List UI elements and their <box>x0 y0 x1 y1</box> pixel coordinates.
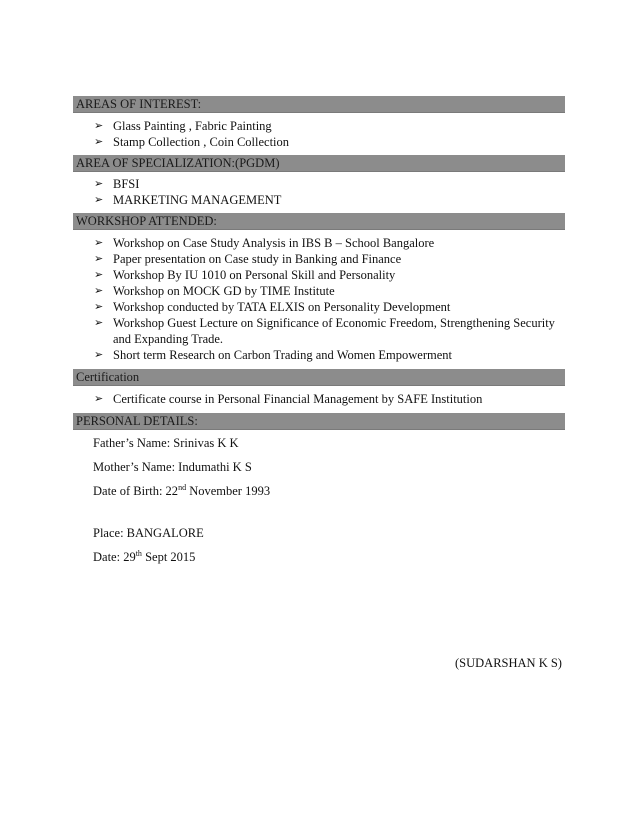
list-item-text: Glass Painting , Fabric Painting <box>113 119 272 133</box>
workshop-heading: WORKSHOP ATTENDED: <box>73 213 565 229</box>
date-prefix: Date: 29 <box>93 550 136 564</box>
signing-date <box>93 549 195 565</box>
workshop-list <box>94 235 564 363</box>
list-item-text: Workshop Guest Lecture on Significance of Economic Freedom, Strengthening Security and Expanding Trade. <box>113 316 555 346</box>
mother-name: Mother’s Name: Indumathi K S <box>93 460 252 474</box>
arrow-bullet-icon: ➢ <box>94 236 104 249</box>
list-item <box>94 192 564 208</box>
list-item-text: Workshop conducted by TATA ELXIS on Personality Development <box>113 300 451 314</box>
date-ordinal: th <box>135 549 142 558</box>
arrow-bullet-icon: ➢ <box>94 348 104 361</box>
list-item-text: Certificate course in Personal Financial Management by SAFE Institution <box>113 392 483 406</box>
date-suffix: Sept 2015 <box>141 550 196 564</box>
areas-of-interest-list <box>94 118 564 150</box>
arrow-bullet-icon: ➢ <box>94 252 104 265</box>
certification-heading: Certification <box>73 369 565 385</box>
arrow-bullet-icon: ➢ <box>94 119 104 132</box>
dob-prefix: Date of Birth: 22 <box>93 484 179 498</box>
signature-name: (SUDARSHAN K S) <box>455 656 562 670</box>
father-name: Father’s Name: Srinivas K K <box>93 436 239 450</box>
arrow-bullet-icon: ➢ <box>94 392 104 405</box>
list-item-text: Short term Research on Carbon Trading and Women Empowerment <box>113 348 452 362</box>
list-item-text: BFSI <box>113 177 140 191</box>
place: Place: BANGALORE <box>93 526 204 540</box>
list-item <box>94 176 564 192</box>
list-item <box>94 134 564 150</box>
arrow-bullet-icon: ➢ <box>94 284 104 297</box>
list-item <box>94 347 564 363</box>
specialization-list <box>94 176 564 208</box>
personal-details-heading: PERSONAL DETAILS: <box>73 413 565 429</box>
list-item-text: Stamp Collection , Coin Collection <box>113 135 290 149</box>
dob-ordinal: nd <box>178 483 187 492</box>
list-item <box>94 235 564 251</box>
arrow-bullet-icon: ➢ <box>94 177 104 190</box>
specialization-heading: AREA OF SPECIALIZATION:(PGDM) <box>73 155 565 171</box>
arrow-bullet-icon: ➢ <box>94 300 104 313</box>
list-item <box>94 251 564 267</box>
list-item-text: Workshop on Case Study Analysis in IBS B – School Bangalore <box>113 236 435 250</box>
list-item-text: Paper presentation on Case study in Banking and Finance <box>113 252 402 266</box>
date-of-birth <box>93 483 270 499</box>
areas-of-interest-heading: AREAS OF INTEREST: <box>73 96 565 112</box>
certification-list <box>94 391 564 407</box>
list-item <box>94 299 564 315</box>
list-item <box>94 267 564 283</box>
arrow-bullet-icon: ➢ <box>94 268 104 281</box>
arrow-bullet-icon: ➢ <box>94 193 104 206</box>
arrow-bullet-icon: ➢ <box>94 135 104 148</box>
list-item-text: MARKETING MANAGEMENT <box>113 193 282 207</box>
list-item <box>94 315 564 347</box>
list-item-text: Workshop on MOCK GD by TIME Institute <box>113 284 335 298</box>
list-item <box>94 118 564 134</box>
list-item <box>94 283 564 299</box>
arrow-bullet-icon: ➢ <box>94 316 104 329</box>
dob-suffix: November 1993 <box>186 484 271 498</box>
list-item-text: Workshop By IU 1010 on Personal Skill and Personality <box>113 268 396 282</box>
list-item <box>94 391 564 407</box>
